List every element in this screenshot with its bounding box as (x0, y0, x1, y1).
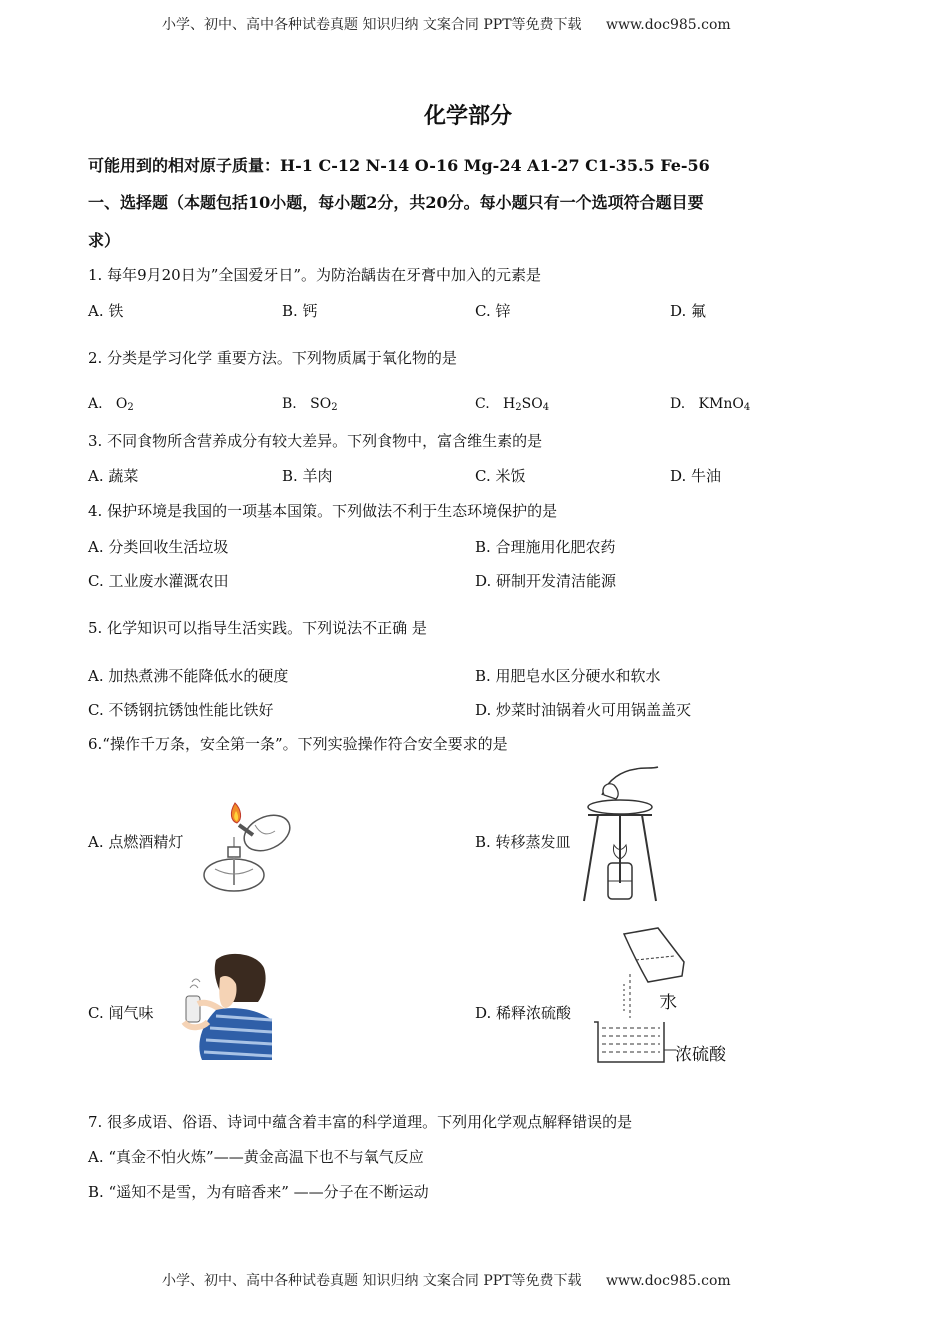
acid-label: 浓硫酸 (675, 1045, 726, 1065)
q4-option-a: A. 分类回收生活垃圾 (88, 538, 229, 556)
q2-option-a: A. $O_2$ (88, 396, 134, 413)
q5-stem: 5. 化学知识可以指导生活实践。下列说法不正确 是 (88, 619, 427, 637)
q6-option-d: D. 稀释浓硫酸 (475, 1004, 572, 1022)
q2-option-b: B. $SO_2$ (282, 396, 338, 413)
header-url[interactable]: www.doc985.com (605, 17, 731, 33)
q5-option-d: D. 炒菜时油锅着火可用锅盖盖灭 (475, 701, 692, 719)
page-header (162, 14, 731, 34)
q4-option-b: B. 合理施用化肥农药 (475, 538, 616, 556)
q4-option-c: C. 工业废水灌溉农田 (88, 572, 229, 590)
q5-option-c: C. 不锈钢抗锈蚀性能比铁好 (88, 701, 274, 719)
q6-option-a: A. 点燃酒精灯 (88, 833, 184, 851)
q3-option-d: D. 牛油 (670, 467, 722, 485)
q1-option-c: C. 锌 (475, 302, 511, 320)
smelling-gas-illustration (176, 950, 278, 1060)
page-footer (162, 1270, 731, 1290)
evaporating-dish-illustration (578, 765, 668, 905)
section-heading-cont: 求） (88, 231, 121, 250)
q6-option-c: C. 闻气味 (88, 1004, 154, 1022)
header-text: 小学、初中、高中各种试卷真题 知识归纳 文案合同 PPT等免费下载 (162, 17, 582, 33)
q7-option-a: A. “真金不怕火炼”——黄金高温下也不与氧气反应 (88, 1148, 424, 1166)
q6-option-b: B. 转移蒸发皿 (475, 833, 571, 851)
q4-option-d: D. 研制开发清洁能源 (475, 572, 617, 590)
q2-option-c: C. $H_2SO_4$ (475, 396, 550, 413)
footer-text: 小学、初中、高中各种试卷真题 知识归纳 文案合同 PPT等免费下载 (162, 1273, 582, 1289)
water-label: 水 (660, 993, 677, 1013)
q3-option-c: C. 米饭 (475, 467, 526, 485)
alcohol-lamp-illustration (195, 795, 305, 895)
q7-option-b: B. “遥知不是雪，为有暗香来” ——分子在不断运动 (88, 1183, 429, 1201)
footer-url[interactable]: www.doc985.com (605, 1273, 731, 1289)
q2-option-d: D. KMnO$_4$ (670, 396, 751, 413)
q3-stem: 3. 不同食物所含营养成分有较大差异。下列食物中，富含维生素的是 (88, 432, 543, 450)
q5-option-a: A. 加热煮沸不能降低水的硬度 (88, 667, 289, 685)
q5-option-b: B. 用肥皂水区分硬水和软水 (475, 667, 661, 685)
q1-option-b: B. 钙 (282, 302, 318, 320)
q2-stem: 2. 分类是学习化学 重要方法。下列物质属于氧化物的是 (88, 349, 457, 367)
q4-stem: 4. 保护环境是我国的一项基本国策。下列做法不利于生态环境保护的是 (88, 502, 558, 520)
q7-stem: 7. 很多成语、俗语、诗词中蕴含着丰富的科学道理。下列用化学观点解释错误的是 (88, 1113, 633, 1131)
q1-option-a: A. 铁 (88, 302, 124, 320)
q3-option-b: B. 羊肉 (282, 467, 333, 485)
q1-stem: 1. 每年9月20日为”全国爱牙日”。为防治龋齿在牙膏中加入的元素是 (88, 266, 542, 284)
atomic-mass-line: 可能用到的相对原子质量：H-1 C-12 N-14 O-16 Mg-24 A1-27 C1-35.5 Fe-56 (88, 156, 710, 175)
q3-option-a: A. 蔬菜 (88, 467, 139, 485)
q6-stem: 6.“操作千万条，安全第一条”。下列实验操作符合安全要求的是 (88, 735, 508, 753)
q1-option-d: D. 氟 (670, 302, 707, 320)
page-title: 化学部分 (424, 103, 513, 129)
section-heading: 一、选择题（本题包括10小题，每小题2分，共20分。每小题只有一个选项符合题目要 (88, 193, 704, 212)
